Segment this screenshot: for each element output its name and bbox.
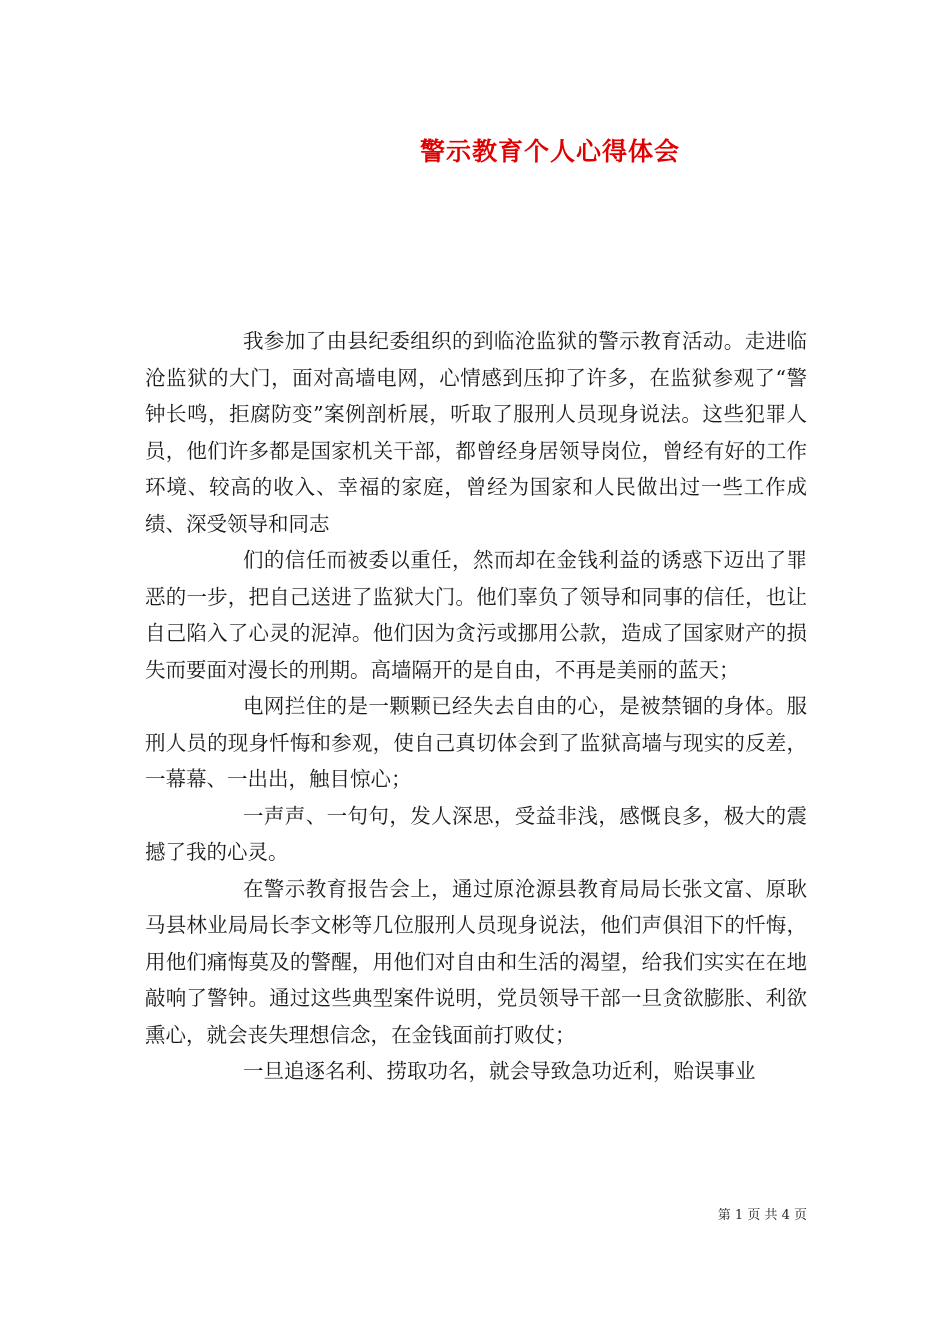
paragraph: 我参加了由县纪委组织的到临沧监狱的警示教育活动。走进临沧监狱的大门，面对高墙电网，心情感到压抑了许多，在监狱参观了“警钟长鸣，拒腐防变”案例剖析展，听取了服刑人员现身说法。这些犯罪人员，他们许多都是国家机关干部，都曾经身居领导岗位，曾经有好的工作环境、较高的收入、幸福的家庭，曾经为国家和人民做出过一些工作成绩、深受领导和同志 bbox=[145, 329, 807, 536]
paragraph: 一声声、一句句，发人深思，受益非浅，感慨良多，极大的震撼了我的心灵。 bbox=[145, 803, 807, 864]
paragraph: 们的信任而被委以重任，然而却在金钱利益的诱惑下迈出了罪恶的一步，把自己送进了监狱大门。他们辜负了领导和同事的信任，也让自己陷入了心灵的泥淖。他们因为贪污或挪用公款，造成了国家财产的损失而要面对漫长的刑期。高墙隔开的是自由，不再是美丽的蓝天； bbox=[145, 548, 807, 682]
page-number-footer: 第 1 页 共 4 页 bbox=[717, 1208, 807, 1223]
paragraph: 在警示教育报告会上，通过原沧源县教育局局长张文富、原耿马县林业局局长李文彬等几位服刑人员现身说法，他们声俱泪下的忏悔，用他们痛悔莫及的警醒，用他们对自由和生活的渴望，给我们实实在在地敲响了警钟。通过这些典型案件说明，党员领导干部一旦贪欲膨胀、利欲熏心，就会丧失理想信念，在金钱面前打败仗； bbox=[145, 876, 807, 1047]
document-title: 警示教育个人心得体会 bbox=[419, 137, 680, 166]
paragraph: 电网拦住的是一颗颗已经失去自由的心，是被禁锢的身体。服刑人员的现身忏悔和参观，使自己真切体会到了监狱高墙与现实的反差，一幕幕、一出出，触目惊心； bbox=[145, 694, 807, 791]
document-body bbox=[145, 323, 807, 1090]
paragraph: 一旦追逐名利、捞取功名，就会导致急功近利，贻误事业 bbox=[243, 1059, 756, 1083]
